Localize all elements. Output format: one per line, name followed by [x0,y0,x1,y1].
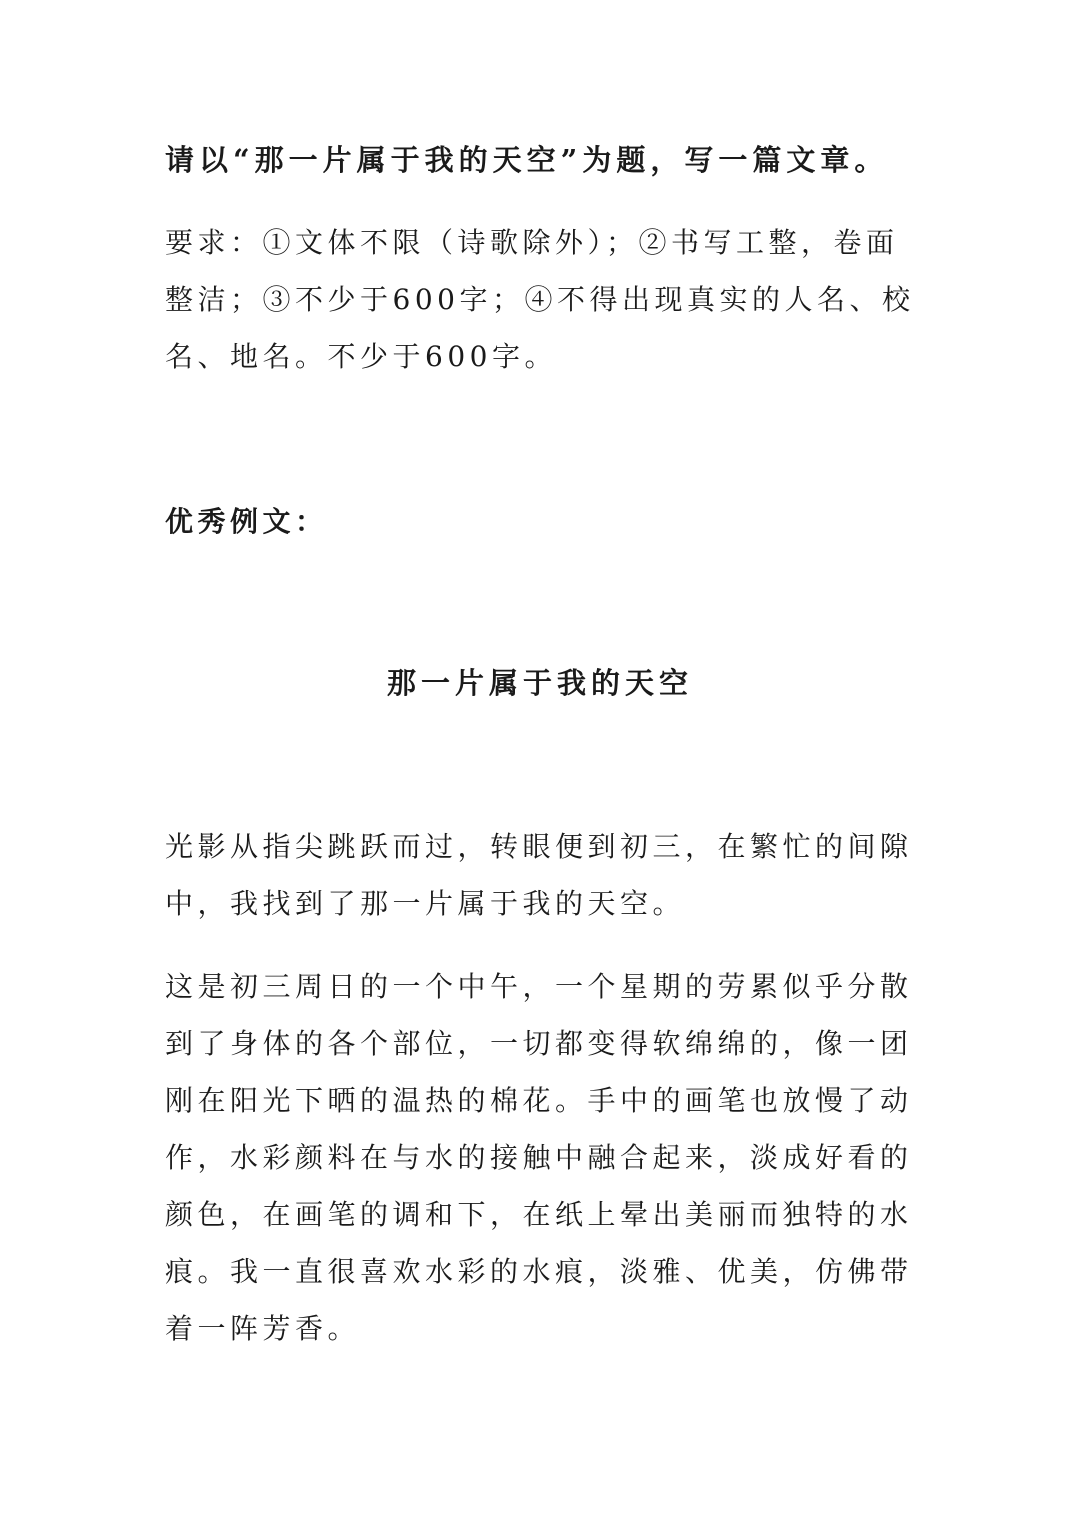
essay-title: 那一片属于我的天空 [386,666,693,700]
example-label: 优秀例文： [165,505,328,538]
essay-requirements: 要求：①文体不限（诗歌除外）；②书写工整，卷面整洁；③不少于600字；④不得出现真实的人名、校名、地名。不少于600字。 [165,226,915,373]
essay-paragraph: 光影从指尖跳跃而过，转眼便到初三，在繁忙的间隙中，我找到了那一片属于我的天空。 [165,830,913,920]
essay-paragraph: 这是初三周日的一个中午，一个星期的劳累似乎分散到了身体的各个部位，一切都变得软绵绵的，像一团刚在阳光下晒的温热的棉花。手中的画笔也放慢了动作，水彩颜料在与水的接触中融合起来，淡成好看的颜色，在画笔的调和下，在纸上晕出美丽而独特的水痕。我一直很喜欢水彩的水痕，淡雅、优美，仿佛带着一阵芳香。 [165,970,913,1345]
essay-prompt: 请以“那一片属于我的天空”为题，写一篇文章。 [165,143,889,177]
